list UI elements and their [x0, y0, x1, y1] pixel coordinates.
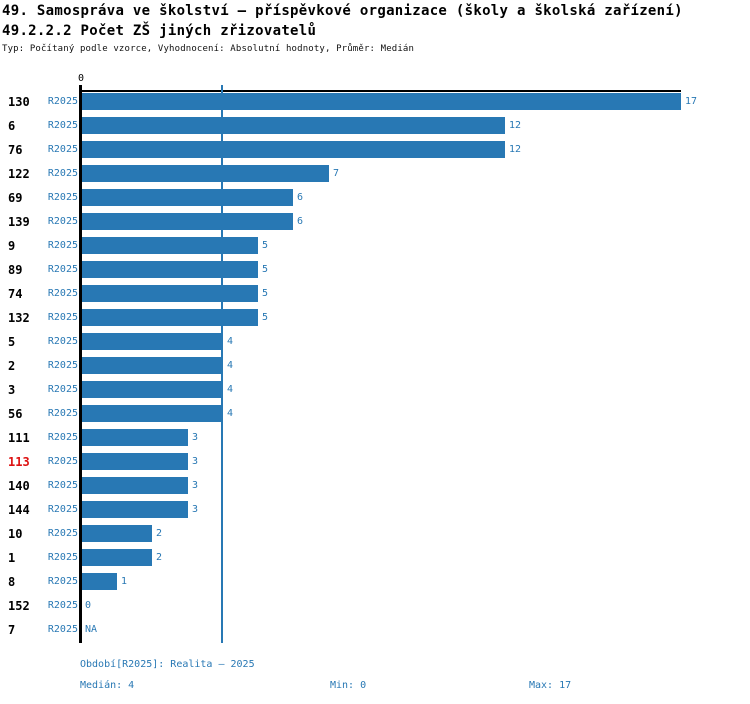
row-period-label: R2025 [47, 383, 78, 395]
row-category-label: 2 [8, 358, 16, 373]
bar-value-label: 2 [156, 551, 163, 563]
row-category-label: 130 [8, 94, 30, 109]
bar-value-label: 5 [262, 287, 269, 299]
row-period-label: R2025 [47, 191, 78, 203]
row-category-label: 113 [8, 454, 30, 469]
bar [82, 213, 293, 230]
bar [82, 429, 188, 446]
bar-value-label: 6 [297, 215, 304, 227]
bar-value-label: 4 [227, 359, 234, 371]
row-category-label: 111 [8, 430, 30, 445]
row-period-label: R2025 [47, 407, 78, 419]
row-period-label: R2025 [47, 311, 78, 323]
footer-max-label: Max: 17 [529, 680, 572, 691]
row-category-label: 152 [8, 598, 30, 613]
row-period-label: R2025 [47, 599, 78, 611]
row-category-label: 10 [8, 526, 23, 541]
bar-value-label: 0 [85, 599, 92, 611]
row-period-label: R2025 [47, 335, 78, 347]
row-period-label: R2025 [47, 167, 78, 179]
footer-min-label: Min: 0 [330, 680, 367, 691]
row-period-label: R2025 [47, 287, 78, 299]
row-period-label: R2025 [47, 95, 78, 107]
bar [82, 573, 117, 590]
bar [82, 93, 681, 110]
row-period-label: R2025 [47, 431, 78, 443]
row-category-label: 140 [8, 478, 30, 493]
footer-median-label: Medián: 4 [80, 680, 135, 691]
bar [82, 357, 223, 374]
x-axis-line [81, 90, 681, 92]
row-category-label: 1 [8, 550, 16, 565]
row-period-label: R2025 [47, 455, 78, 467]
bar-value-label: 3 [192, 479, 199, 491]
row-category-label: 74 [8, 286, 23, 301]
row-category-label: 144 [8, 502, 30, 517]
row-category-label: 69 [8, 190, 23, 205]
bar-value-label: 12 [509, 119, 522, 131]
row-category-label: 8 [8, 574, 16, 589]
row-category-label: 6 [8, 118, 16, 133]
row-period-label: R2025 [47, 503, 78, 515]
report-title-line2: 49.2.2.2 Počet ZŠ jiných zřizovatelů [2, 23, 317, 39]
bar-value-label: 12 [509, 143, 522, 155]
bar [82, 501, 188, 518]
bar [82, 405, 223, 422]
bar [82, 165, 329, 182]
bar-value-label: 3 [192, 503, 199, 515]
bar-value-label: 3 [192, 431, 199, 443]
bar [82, 453, 188, 470]
row-category-label: 122 [8, 166, 30, 181]
bar-value-label: 2 [156, 527, 163, 539]
bar [82, 309, 258, 326]
row-period-label: R2025 [47, 575, 78, 587]
row-period-label: R2025 [47, 479, 78, 491]
row-category-label: 139 [8, 214, 30, 229]
report-title-line1: 49. Samospráva ve školství – příspěvkové organizace (školy a školská zařízení) [2, 3, 683, 19]
bar-value-label: 3 [192, 455, 199, 467]
footer-period-note: Období[R2025]: Realita – 2025 [80, 659, 255, 670]
bar [82, 285, 258, 302]
bar-value-label: 6 [297, 191, 304, 203]
bar-value-label: 17 [685, 95, 698, 107]
bar [82, 477, 188, 494]
bar [82, 525, 152, 542]
report-subtitle: Typ: Počítaný podle vzorce, Vyhodnocení: Absolutní hodnoty, Průměr: Medián [2, 44, 415, 54]
row-category-label: 132 [8, 310, 30, 325]
bar-value-label: 5 [262, 311, 269, 323]
x-axis-zero-tick-label: 0 [77, 73, 85, 84]
row-category-label: 9 [8, 238, 16, 253]
bar [82, 333, 223, 350]
row-period-label: R2025 [47, 623, 78, 635]
row-period-label: R2025 [47, 239, 78, 251]
bar-value-label: 1 [121, 575, 128, 587]
bar-value-label: 7 [333, 167, 340, 179]
row-period-label: R2025 [47, 143, 78, 155]
row-period-label: R2025 [47, 551, 78, 563]
bar-value-label: 4 [227, 383, 234, 395]
bar-value-label: NA [85, 623, 98, 635]
bar-value-label: 5 [262, 263, 269, 275]
row-category-label: 76 [8, 142, 23, 157]
bar-value-label: 5 [262, 239, 269, 251]
bar [82, 549, 152, 566]
bar [82, 189, 293, 206]
bar-value-label: 4 [227, 335, 234, 347]
row-category-label: 56 [8, 406, 23, 421]
row-category-label: 89 [8, 262, 23, 277]
row-period-label: R2025 [47, 359, 78, 371]
row-period-label: R2025 [47, 215, 78, 227]
bar-value-label: 4 [227, 407, 234, 419]
row-category-label: 5 [8, 334, 16, 349]
row-period-label: R2025 [47, 263, 78, 275]
bar [82, 261, 258, 278]
row-category-label: 3 [8, 382, 16, 397]
bar [82, 237, 258, 254]
row-category-label: 7 [8, 622, 16, 637]
bar [82, 141, 505, 158]
row-period-label: R2025 [47, 527, 78, 539]
bar [82, 117, 505, 134]
row-period-label: R2025 [47, 119, 78, 131]
bar [82, 381, 223, 398]
